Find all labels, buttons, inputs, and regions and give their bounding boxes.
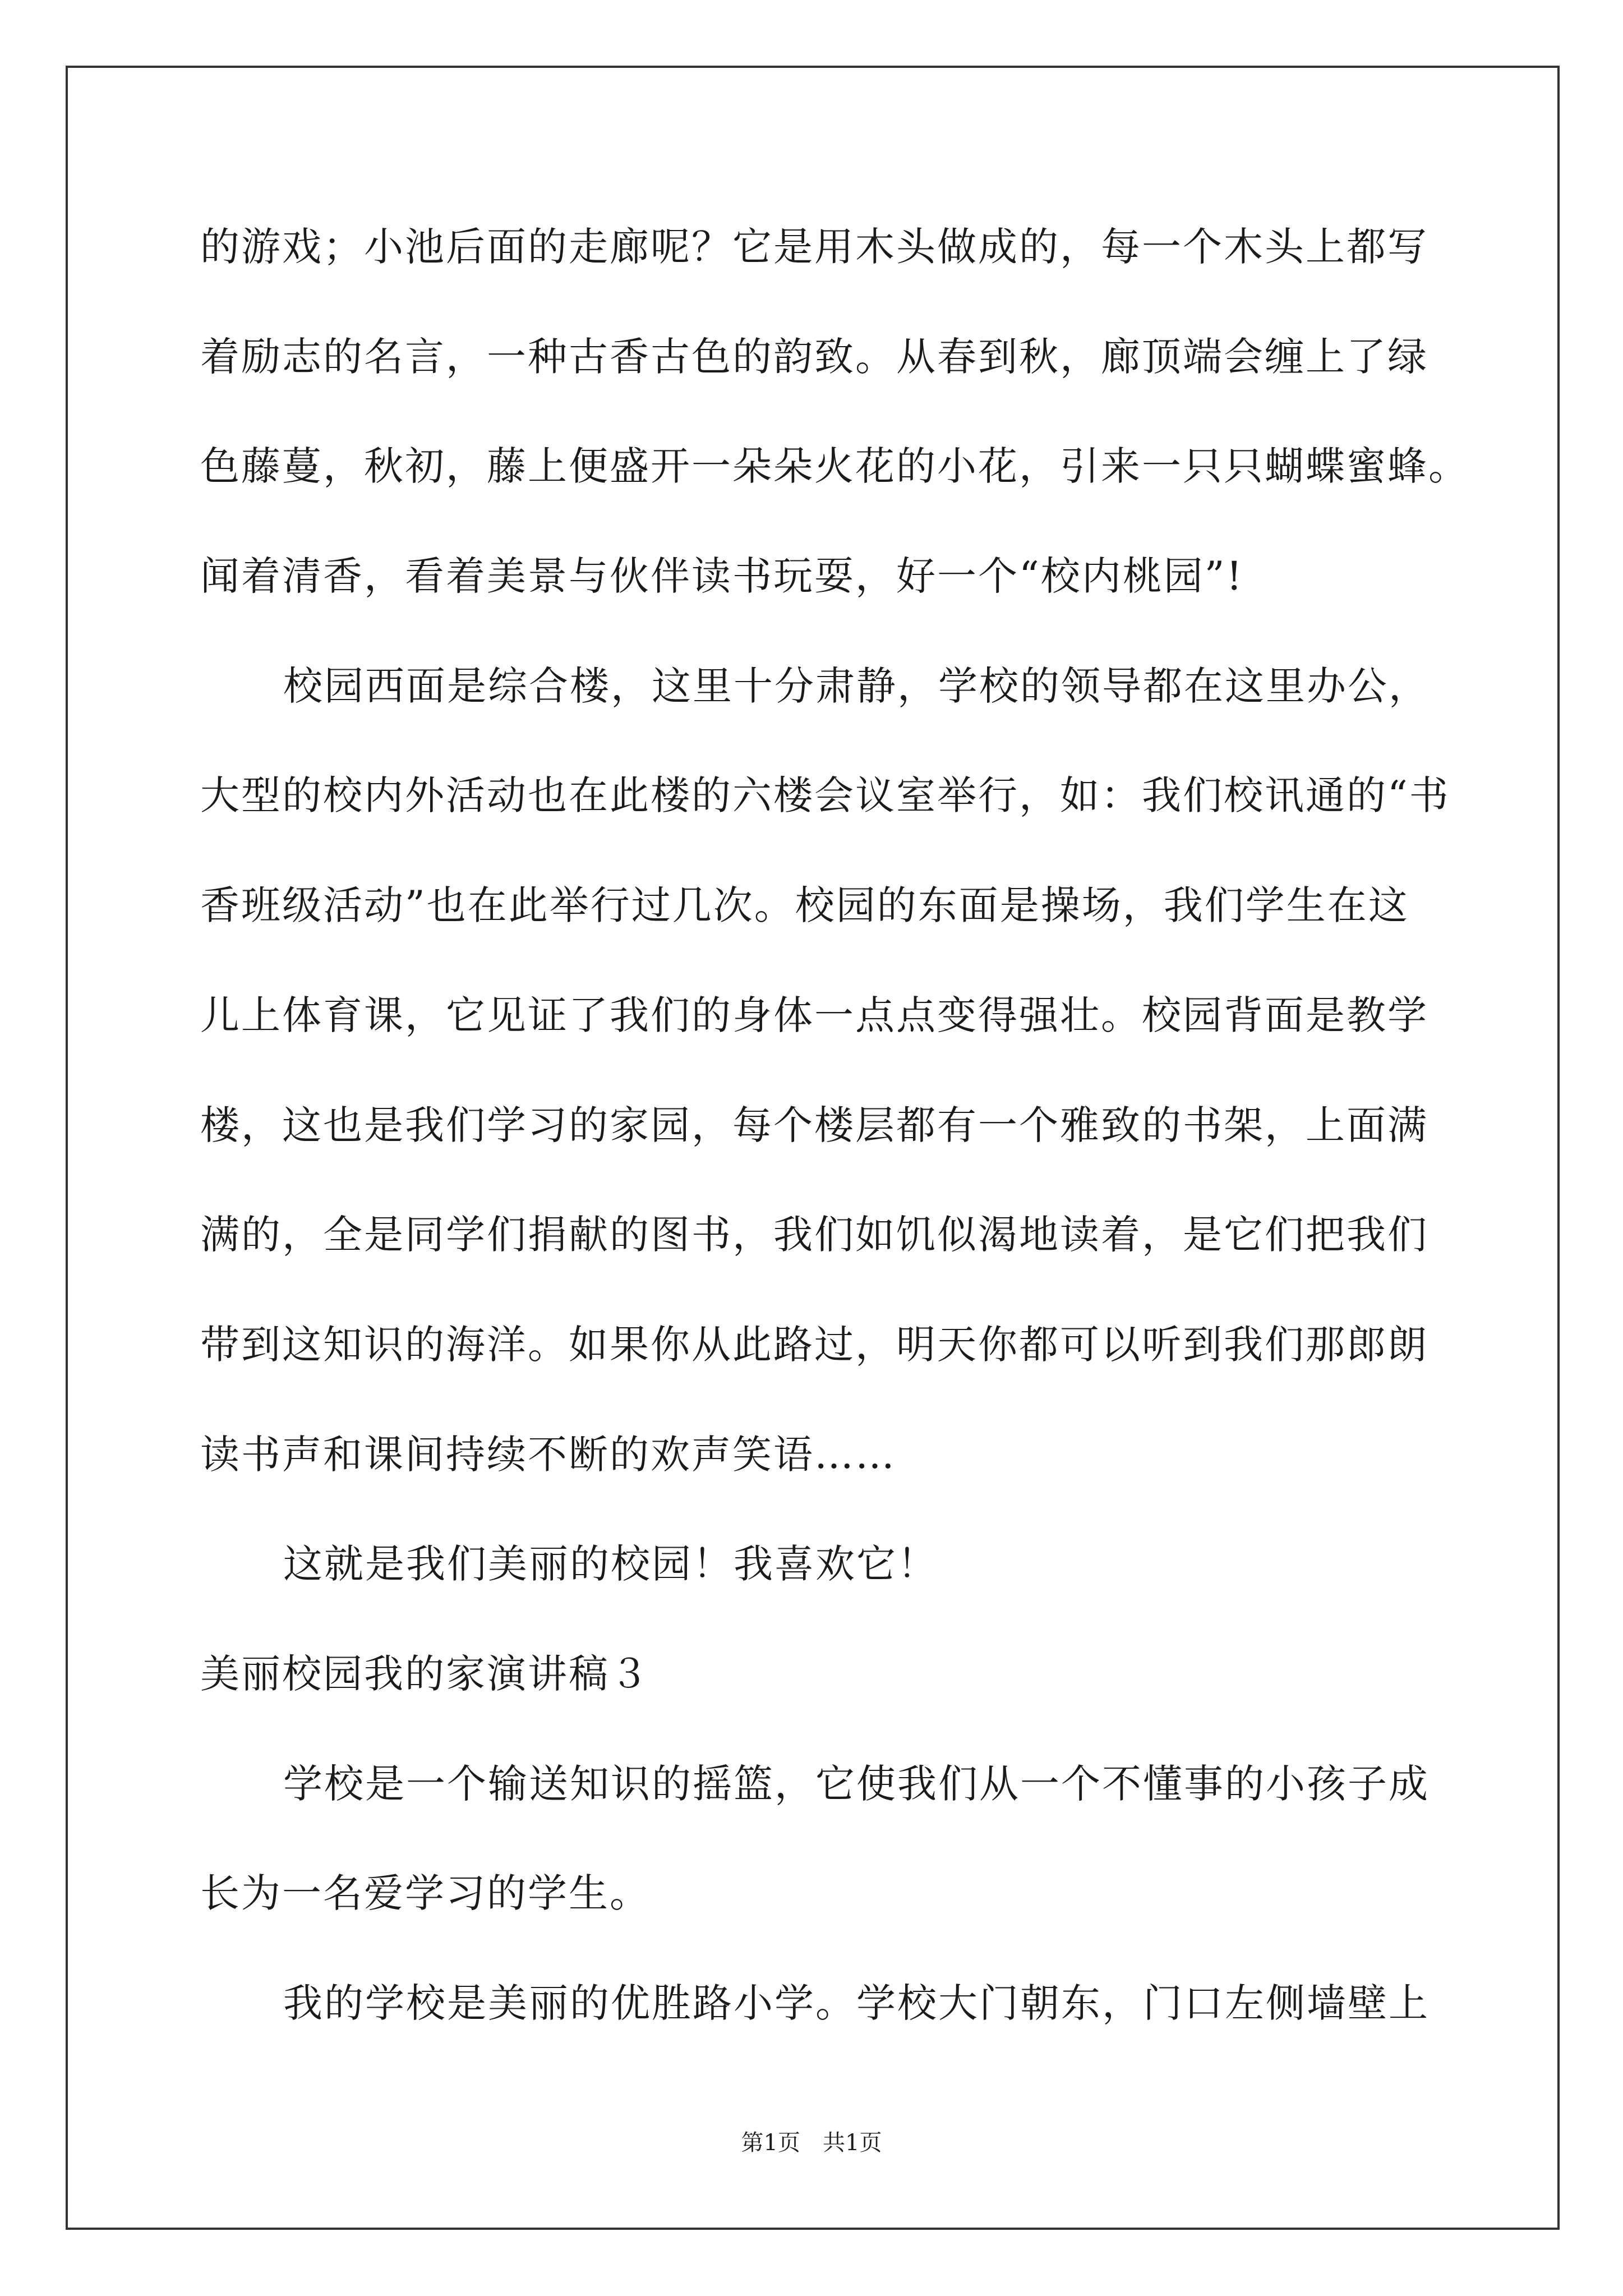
text-line-8: 儿上体育课，它见证了我们的身体一点点变得强壮。校园背面是教学 — [200, 992, 1428, 1038]
document-body — [200, 216, 1469, 2082]
text-line-7: 香班级活动”也在此举行过几次。校园的东面是操场，我们学生在这 — [200, 882, 1409, 929]
section-heading: 美丽校园我的家演讲稿３ — [200, 1650, 651, 1697]
text-line-1: 的游戏；小池后面的走廊呢？它是用木头做成的，每一个木头上都写 — [200, 224, 1428, 270]
page-number-footer: 第1页 共1页 — [741, 2130, 882, 2156]
text-line-2: 着励志的名言，一种古香古色的韵致。从春到秋，廊顶端会缠上了绿 — [200, 333, 1428, 380]
text-line-6: 大型的校内外活动也在此楼的六楼会议室举行，如：我们校讯通的“书 — [200, 772, 1450, 819]
text-line-15: 学校是一个输送知识的摇篮，它使我们从一个不懂事的小孩子成 — [283, 1760, 1430, 1807]
text-line-10: 满的，全是同学们捐献的图书，我们如饥似渴地读着，是它们把我们 — [200, 1212, 1428, 1258]
text-line-12: 读书声和课间持续不断的欢声笑语…… — [200, 1431, 896, 1478]
text-line-3: 色藤蔓，秋初，藤上便盛开一朵朵火花的小花，引来一只只蝴蝶蜜蜂。 — [200, 443, 1469, 490]
text-line-16: 长为一名爱学习的学生。 — [200, 1870, 651, 1917]
text-line-9: 楼，这也是我们学习的家园，每个楼层都有一个雅致的书架，上面满 — [200, 1102, 1428, 1148]
text-line-17: 我的学校是美丽的优胜路小学。学校大门朝东，门口左侧墙壁上 — [283, 1980, 1430, 2026]
text-line-4: 闻着清香，看着美景与伙伴读书玩耍，好一个“校内桃园”! — [200, 553, 1244, 600]
text-line-11: 带到这知识的海洋。如果你从此路过，明天你都可以听到我们那郎朗 — [200, 1321, 1428, 1368]
text-line-13: 这就是我们美丽的校园！我喜欢它！ — [283, 1541, 938, 1588]
text-line-5: 校园西面是综合楼，这里十分肃静，学校的领导都在这里办公， — [283, 662, 1430, 709]
